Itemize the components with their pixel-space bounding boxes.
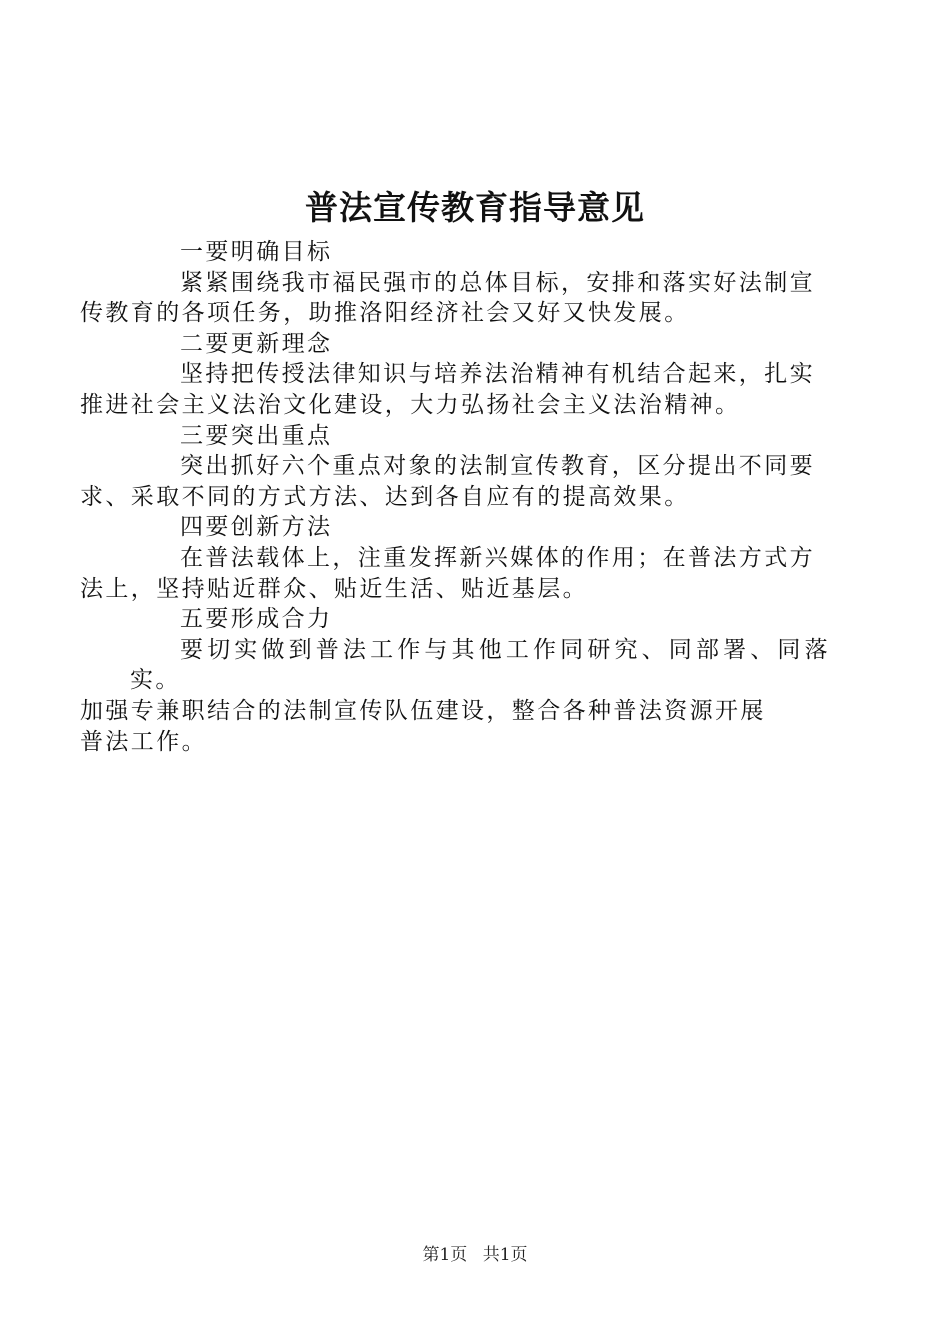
section-heading-3: 三要突出重点 [180, 422, 333, 449]
section-heading-5: 五要形成合力 [180, 606, 333, 633]
paragraph-line: 在普法载体上，注重发挥新兴媒体的作用；在普法方式方 [180, 544, 815, 571]
section-heading-1: 一要明确目标 [180, 239, 333, 265]
page-footer [0, 1243, 950, 1267]
section-paragraph-1 [80, 268, 830, 329]
paragraph-line: 坚持把传授法律知识与培养法治精神有机结合起来，扎实 [180, 361, 815, 388]
section-paragraph-4 [80, 543, 830, 604]
section-heading-2: 二要更新理念 [180, 330, 333, 357]
section-paragraph-5 [80, 635, 830, 757]
paragraph-line: 要切实做到普法工作与其他工作同研究、同部署、同落实。 [130, 636, 830, 694]
document-title: 普法宣传教育指导意见 [305, 188, 645, 227]
paragraph-line: 加强专兼职结合的法制宣传队伍建设，整合各种普法资源开展 [80, 697, 766, 724]
paragraph-line: 紧紧围绕我市福民强市的总体目标，安排和落实好法制宣 [180, 269, 815, 296]
paragraph-line: 法上，坚持贴近群众、贴近生活、贴近基层。 [80, 575, 588, 602]
paragraph-line: 普法工作。 [80, 728, 207, 755]
page-number: 第1页 [422, 1245, 468, 1265]
section-paragraph-3 [80, 451, 830, 512]
paragraph-line: 求、采取不同的方式方法、达到各自应有的提高效果。 [80, 483, 690, 510]
paragraph-line: 传教育的各项任务，助推洛阳经济社会又好又快发展。 [80, 300, 690, 327]
section-paragraph-2 [80, 359, 830, 420]
paragraph-line: 推进社会主义法治文化建设，大力弘扬社会主义法治精神。 [80, 391, 741, 418]
document-body [80, 237, 830, 757]
section-heading-4: 四要创新方法 [180, 514, 333, 541]
page-total: 共1页 [482, 1245, 528, 1265]
paragraph-line: 突出抓好六个重点对象的法制宣传教育，区分提出不同要 [180, 453, 815, 480]
